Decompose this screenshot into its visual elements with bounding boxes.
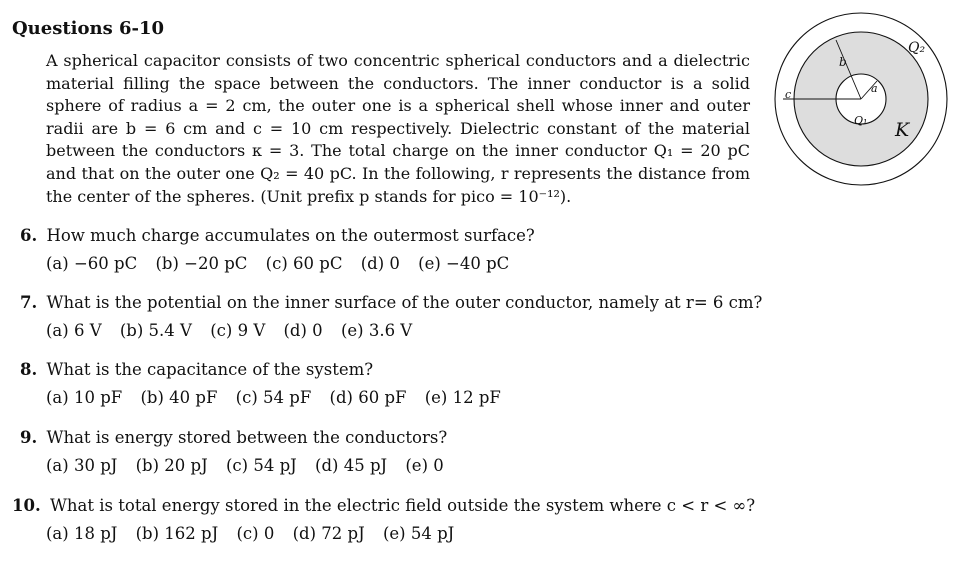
option-a: (a) −60 pC [46,254,138,273]
option-d: (d) 60 pF [329,388,407,407]
question-7 [20,293,762,340]
option-a: (a) 30 pJ [46,456,118,475]
question-text: How much charge accumulates on the outermost surface? [46,226,535,245]
option-d: (d) 45 pJ [315,456,388,475]
option-e: (e) 12 pF [424,388,501,407]
question-number: 6. [20,226,38,245]
option-c: (c) 9 V [210,321,266,340]
answer-options [20,254,535,273]
option-b: (b) 5.4 V [119,321,192,340]
label-kappa: K [895,119,910,141]
option-c: (c) 0 [236,524,275,543]
question-9 [20,428,457,475]
label-q1: Q₁ [854,114,868,127]
option-d: (d) 72 pJ [292,524,365,543]
question-8 [20,360,514,407]
answer-options [20,321,762,340]
option-e: (e) −40 pC [418,254,510,273]
option-b: (b) −20 pC [155,254,248,273]
label-a: a [871,82,878,95]
section-title: Questions 6-10 [12,18,165,39]
label-c: c [785,88,792,101]
option-e: (e) 3.6 V [340,321,413,340]
question-number: 8. [20,360,38,379]
option-a: (a) 18 pJ [46,524,118,543]
answer-options [20,388,514,407]
option-b: (b) 162 pJ [135,524,219,543]
option-d: (d) 0 [283,321,323,340]
option-d: (d) 0 [360,254,400,273]
question-number: 9. [20,428,38,447]
question-10 [12,496,755,543]
question-text: What is the potential on the inner surface of the outer conductor, namely at r= 6 cm? [46,293,763,312]
option-e: (e) 0 [405,456,444,475]
answer-options [12,524,755,543]
question-6 [20,226,535,273]
question-number: 7. [20,293,38,312]
question-text: What is the capacitance of the system? [46,360,374,379]
question-text: What is energy stored between the conductors? [46,428,448,447]
option-b: (b) 40 pF [140,388,218,407]
label-q2: Q₂ [908,40,926,56]
option-c: (c) 60 pC [265,254,343,273]
option-c: (c) 54 pF [235,388,312,407]
option-c: (c) 54 pJ [225,456,297,475]
option-e: (e) 54 pJ [382,524,455,543]
question-number: 10. [12,496,41,515]
question-text: What is total energy stored in the electric field outside the system where c < r < ∞? [49,496,756,515]
option-a: (a) 10 pF [46,388,123,407]
capacitor-diagram [768,8,958,198]
answer-options [20,456,457,475]
label-b: b [839,55,847,69]
option-b: (b) 20 pJ [135,456,208,475]
problem-statement: A spherical capacitor consists of two concentric spherical conductors and a dielectric material filling the space between the conductors. The inner conductor is a solid sphere of radius a = 2 cm, the outer one is a spherical shell whose inner and outer radii are b = 6 cm and c = 10 cm respectively. Dielectric constant of the material between the conductors κ = 3. The total charge on the inner conductor Q₁ = 20 pC and that on the outer one Q₂ = 40 pC. In the following, r represents the distance from the center of the spheres. (Unit prefix p stands for pico = 10⁻¹²). [46,51,750,206]
option-a: (a) 6 V [46,321,102,340]
